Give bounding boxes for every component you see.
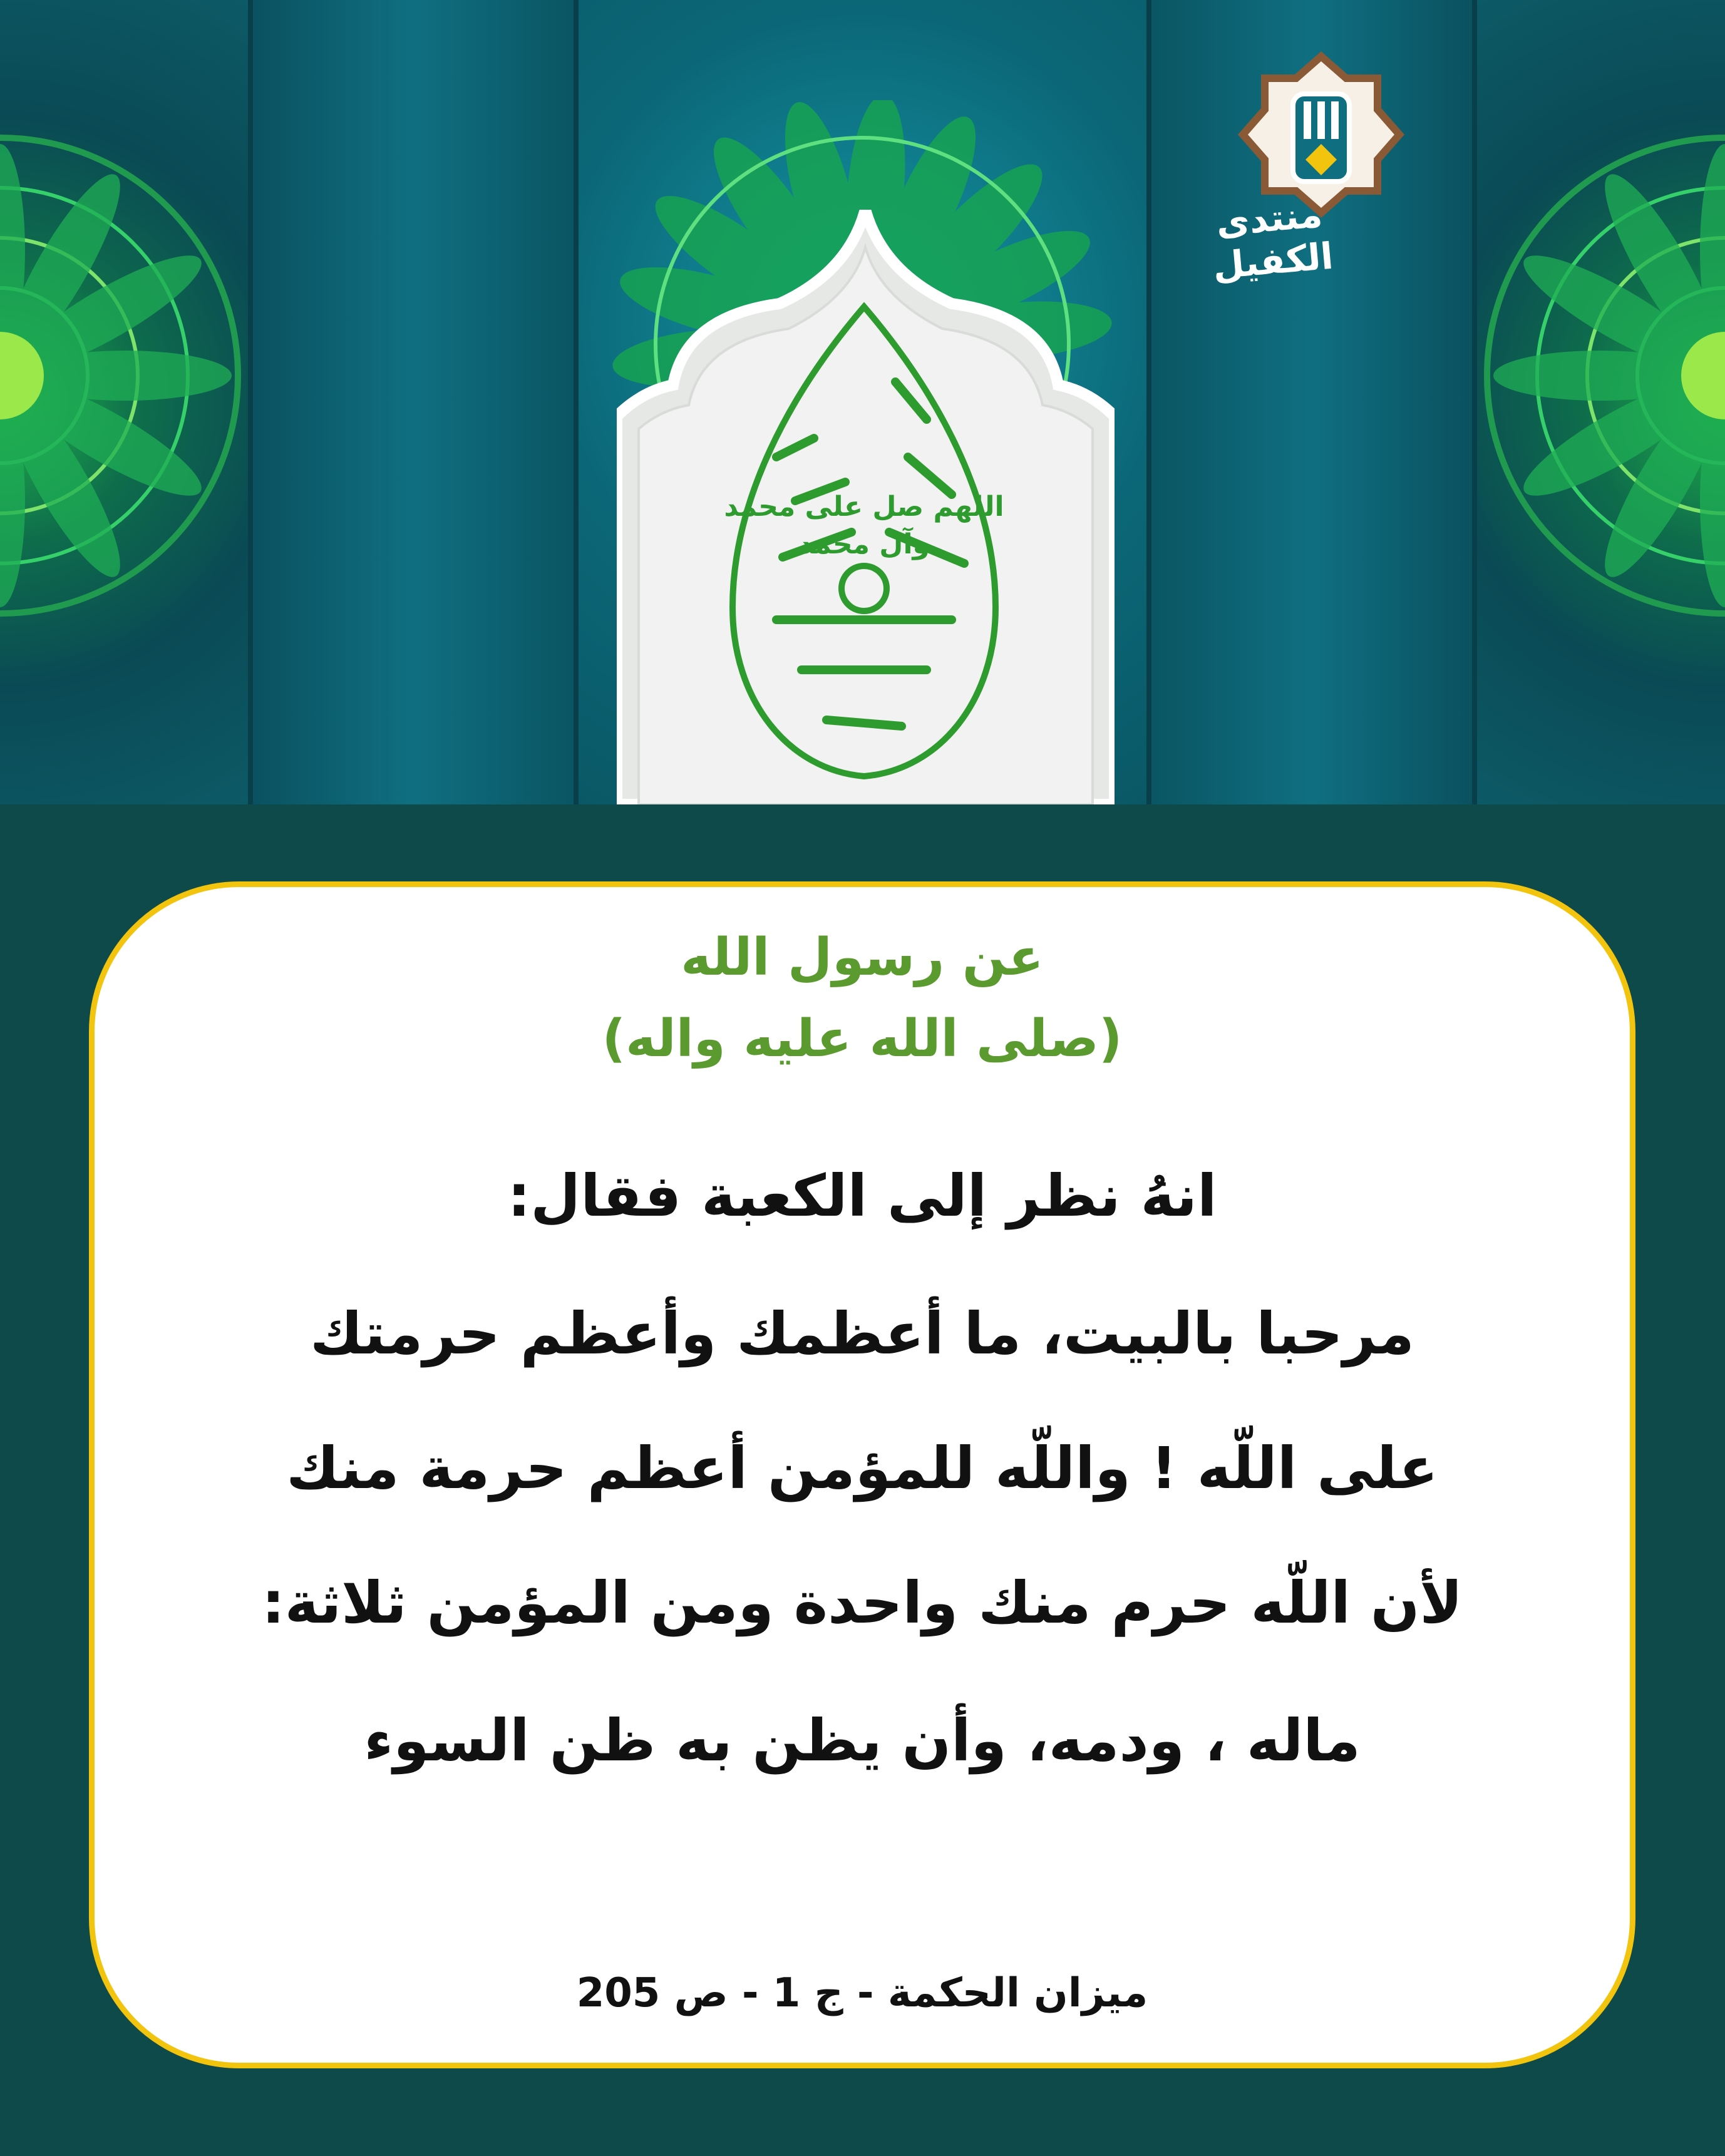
source-citation: ميزان الحكمة - ج 1 - ص 205 xyxy=(576,1970,1148,2016)
mandala-ornament-left xyxy=(0,125,250,626)
hadith-line: لأن اللّه حرم منك واحدة ومن المؤمن ثلاثة: xyxy=(262,1569,1463,1636)
card-subtitle: (صلى الله عليه واله) xyxy=(602,1009,1123,1069)
hadith-line: انهُ نظر إلى الكعبة فقال: xyxy=(507,1163,1217,1229)
calligraphy-text: اللهم صل على محمد وآل محمد xyxy=(724,491,1004,560)
hadith-line: ماله ، ودمه، وأن يظن به ظن السوء xyxy=(364,1707,1361,1774)
hadith-line: مرحبا بالبيت، ما أعظمك وأعظم حرمتك xyxy=(310,1300,1414,1367)
hadith-card xyxy=(89,881,1635,2068)
header-banner xyxy=(0,0,1725,804)
card-title: عن رسول الله xyxy=(681,928,1044,987)
logo-text: منتدى الكفيل xyxy=(1211,192,1335,288)
inner-left-panel xyxy=(250,0,576,804)
calligraphy xyxy=(701,294,1027,783)
hadith-line: على اللّه ! واللّه للمؤمن أعظم حرمة منك xyxy=(286,1435,1438,1502)
mandala-ornament-right xyxy=(1475,125,1725,626)
